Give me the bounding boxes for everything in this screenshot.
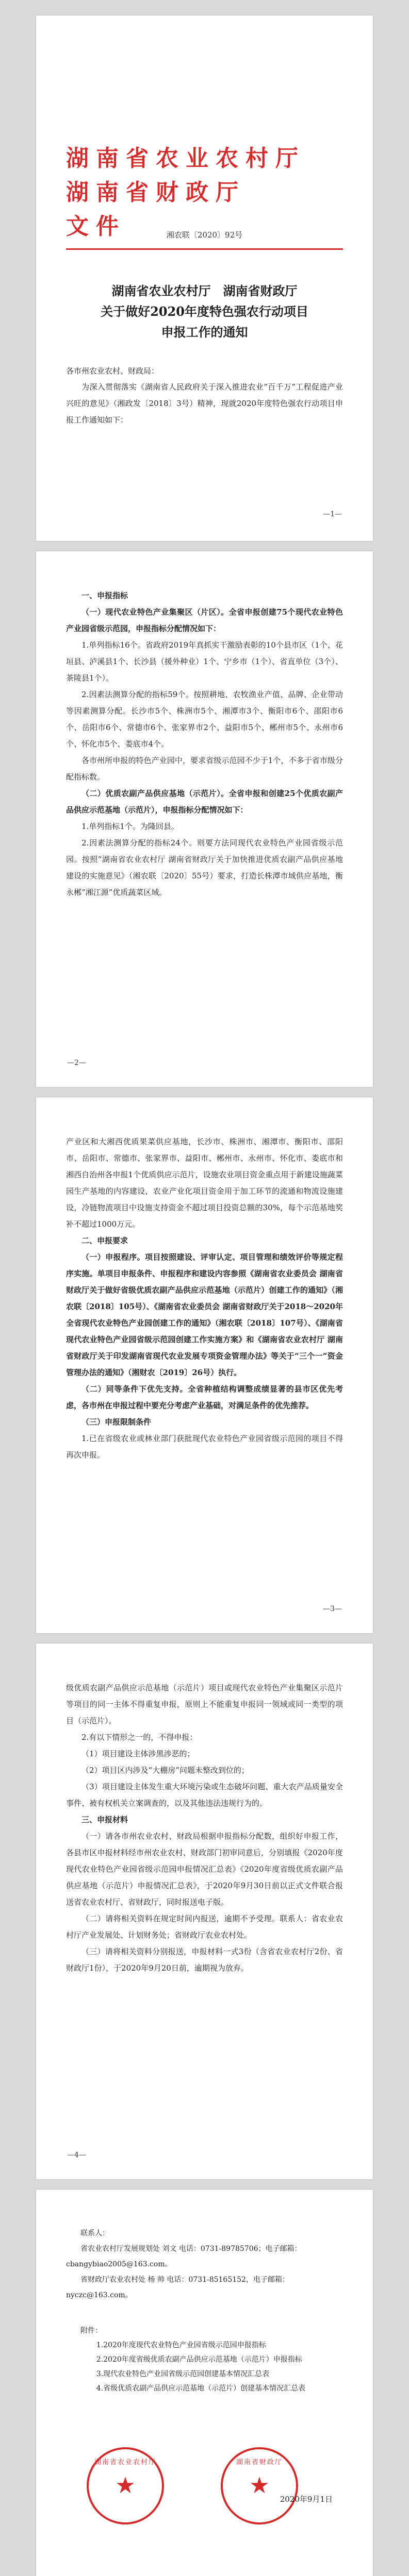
seal-text: 湖南省农业农村厅 <box>94 2459 156 2466</box>
contact-finance: 省财政厅农业农村处 杨 帅 电话：0731-85165152，电子邮箱：nyczc@163.com。 <box>66 2276 289 2299</box>
signature-block <box>66 2427 343 2545</box>
body-paragraph: （一）申报程序。项目按照建设、评审认定、项目管理和绩效评价等规定程序实施。单项目申报条件、申报程序和建设内容参照《湖南省农业委员会 湖南省财政厅关于做好省级优质农副产品供应示范基地（示范片）创建工作的通知》（湘农联〔2018〕105号）、《湖南省农业委员会 湖南省财政厅关于2018～2020年全省现代农业特色产业园创建工作的通知》（湘农联〔2018〕107号）、《湖南省现代农业特色产业园省级示范园创建工作实施方案》和《湖南省农业农村厅 湖南省财政厅关于印发湖南省现代农业发展专项资金管理办法》等关于“三个一”资金管理办法的通知》（湘财农〔2019〕26号）执行。 <box>66 1252 343 1377</box>
attachments-label: 附件： <box>80 2327 102 2335</box>
attachments-section <box>66 2324 343 2396</box>
body-paragraph: （2）项目区内涉及“大棚房”问题未整改到位的； <box>81 1766 249 1775</box>
page-number: —4— <box>67 2151 86 2159</box>
body-paragraph: （3）项目建设主体发生重大环境污染或生态破坏问题、重大农产品质量安全事件、被有权机关立案调查的，以及其他违法违规行为的。 <box>66 1782 343 1808</box>
seal-text: 湖南省财政厅 <box>236 2459 283 2466</box>
official-seal-finance <box>221 2447 298 2524</box>
document-page-3 <box>36 1097 373 1633</box>
body-paragraph: （二）优质农副产品供应基地（示范片）。全省申报和创建25个优质农副产品供应示范基地（示范片），申报指标分配情况如下： <box>66 789 343 815</box>
recipient: 各市州农业农村、财政局： <box>66 366 159 376</box>
body-paragraph: 1.已在省级农业或林业部门获批现代农业特色产业园省级示范园的项目不得再次申报。 <box>66 1434 343 1460</box>
document-page-5 <box>36 2190 373 2576</box>
document-page-4 <box>36 1643 373 2179</box>
body-paragraph: （1）项目建设主体涉黑涉恶的； <box>81 1749 195 1758</box>
letterhead-line-2: 湖南省财政厅 <box>66 179 246 206</box>
body-paragraph: 产业区和大湘西优质果菜供应基地，长沙市、株洲市、湘潭市、衡阳市、邵阳市、岳阳市、常德市、张家界市、益阳市、郴州市、永州市、怀化市、娄底市和湘西自治州各申报1个优质供应示范片，设施农业项目资金重点用于新建设施蔬菜园生产基地的内容建设，农业产业化项目资金用于加工环节的流通和物流设施建设，冷链物流项目中设施支持资金不超过项目投资总额的30%，每个示范基地奖补不超过1000万元。 <box>66 1137 343 1229</box>
notice-title-line-3: 申报工作的通知 <box>161 325 248 340</box>
document-page-1 <box>36 15 373 541</box>
page-number: —3— <box>323 1605 342 1613</box>
body-paragraph: （二）请将相关资料在规定时间内报送，逾期不予受理。联系人：省农业农村厅产业发展处、计划财务处；省财政厅农业农村处。 <box>66 1914 343 1940</box>
notice-title <box>66 281 343 343</box>
attachment-item: 4.省级优质农副产品供应示范基地（示范片）创建基本情况汇总表 <box>96 2384 306 2393</box>
attachment-item: 2.2020年度省级优质农副产品供应示范基地（示范片）申报指标 <box>96 2355 302 2364</box>
body-paragraph: 级优质农副产品供应示范基地（示范片）项目或现代农业特色产业集聚区示范片等项目的同一主体不得重复申报，原则上不能重复申报同一领域或同一类型的项目（示范片）。 <box>66 1683 343 1725</box>
body-paragraph: 2.有以下情形之一的，不得申报： <box>81 1733 198 1742</box>
body-paragraph: （一）现代农业特色产业集聚区（片区）。全省申报创建75个现代农业特色产业园省级示范园，申报指标分配情况如下： <box>66 607 343 633</box>
section-heading: 三、申报材料 <box>81 1815 128 1824</box>
sign-date: 2020年9月1日 <box>280 2495 333 2504</box>
body-paragraph: 2.因素法测算分配的指标59个。按照耕地、农牧渔业产值、品牌、企业带动等因素测算分配。长沙市5个、株洲市5个、湘潭市3个、衡阳市6个、邵阳市6个、岳阳市6个、常德市6个、张家界市2个、益阳市5个、郴州市5个、永州市6个、怀化市5个、娄底市4个。 <box>66 690 343 749</box>
body-paragraph: （一）请各市州农业农村、财政局根据申报指标分配数，组织好申报工作，各县市区申报材料经市州农业农村、财政部门初审同意后，分别填报《2020年度现代农业特色产业园省级示范园申报情况汇总表》《2020年度省级优质农副产品供应基地（示范片）申报情况汇总表》，于2020年9月30日前以正式文件联合报送省农业农村厅、省财政厅，同时报送电子版。 <box>66 1832 343 1907</box>
red-divider <box>66 248 343 250</box>
body-paragraph: （三）申报限制条件 <box>81 1417 152 1427</box>
page-number: —2— <box>67 1059 86 1067</box>
document-page-2 <box>36 551 373 1087</box>
page-2-body <box>66 587 343 901</box>
section-heading: 二、申报要求 <box>81 1236 128 1245</box>
section-heading: 一、申报指标 <box>81 591 128 600</box>
body-paragraph: 2.因素法测算分配的指标24个。则要方法同现代农业特色产业园省级示范园。按照“湖南省农业农村厅 湖南省财政厅关于加快推进优质农副产品供应基地建设的实施意见》（湘农联〔2020〕55号）要求，打造长株潭市域供应基地，衡永郴“湘江源”优质蔬菜区域。 <box>66 838 343 897</box>
body-paragraph: 各市州所申报的特色产业园中，要求省级示范园不少于1个，不多于省市级分配指标数。 <box>66 756 343 782</box>
intro-paragraph: 为深入贯彻落实《湖南省人民政府关于深入推进农业“百千万”工程促进产业兴旺的意见》（湘政发〔2018〕3号）精神，现就2020年度特色强农行动项目申报工作通知如下： <box>66 382 343 425</box>
star-icon: ★ <box>115 2472 136 2499</box>
notice-title-line-1: 湖南省农业农村厅 湖南省财政厅 <box>111 283 298 298</box>
page-4-body <box>66 1680 343 1976</box>
letterhead-line-1: 湖南省农业农村厅 <box>66 145 305 172</box>
letterhead-suffix: 文件 <box>66 213 126 240</box>
official-seal-agri <box>87 2447 164 2524</box>
notice-title-line-2: 关于做好2020年度特色强农行动项目 <box>101 304 308 319</box>
document-number: 湘农联〔2020〕92号 <box>166 230 243 240</box>
page-number: —1— <box>323 510 342 518</box>
body-paragraph: 1.单列指标1个。为隆回县。 <box>81 822 179 831</box>
star-icon: ★ <box>249 2472 270 2499</box>
body-paragraph: 1.单列指标16个。省政府2019年真抓实干激励表彰的10个县市区（1个、花垣县、泸溪县1个、长沙县（援外种业）1个、宁乡市（1个）、省直单位（3个）、茶陵县1个）。 <box>66 640 343 683</box>
body-paragraph: （二）同等条件下优先支持。全省种植结构调整成绩显著的县市区优先考虑，各市州在申报过程中要充分考虑产业基础，对满足条件的优先推荐。 <box>66 1384 343 1410</box>
body-paragraph: （三）请将相关资料分别报送，申报材料一式3份（含省农业农村厅2份、省财政厅1份），于2020年9月20日前，逾期视为放弃。 <box>66 1947 343 1973</box>
page-3-body <box>66 1133 343 1463</box>
contacts-section <box>66 2226 343 2303</box>
attachment-item: 3.现代农业特色产业园省级示范园创建基本情况汇总表 <box>96 2370 270 2378</box>
contact-agri: 省农业农村厅发展规划处 刘文 电话：0731-89785706；电子邮箱：cbangybiao2005@163.com。 <box>66 2245 302 2268</box>
attachment-item: 1.2020年度现代农业特色产业园省级示范园申报指标 <box>96 2341 266 2349</box>
contacts-label: 联系人： <box>80 2229 109 2238</box>
